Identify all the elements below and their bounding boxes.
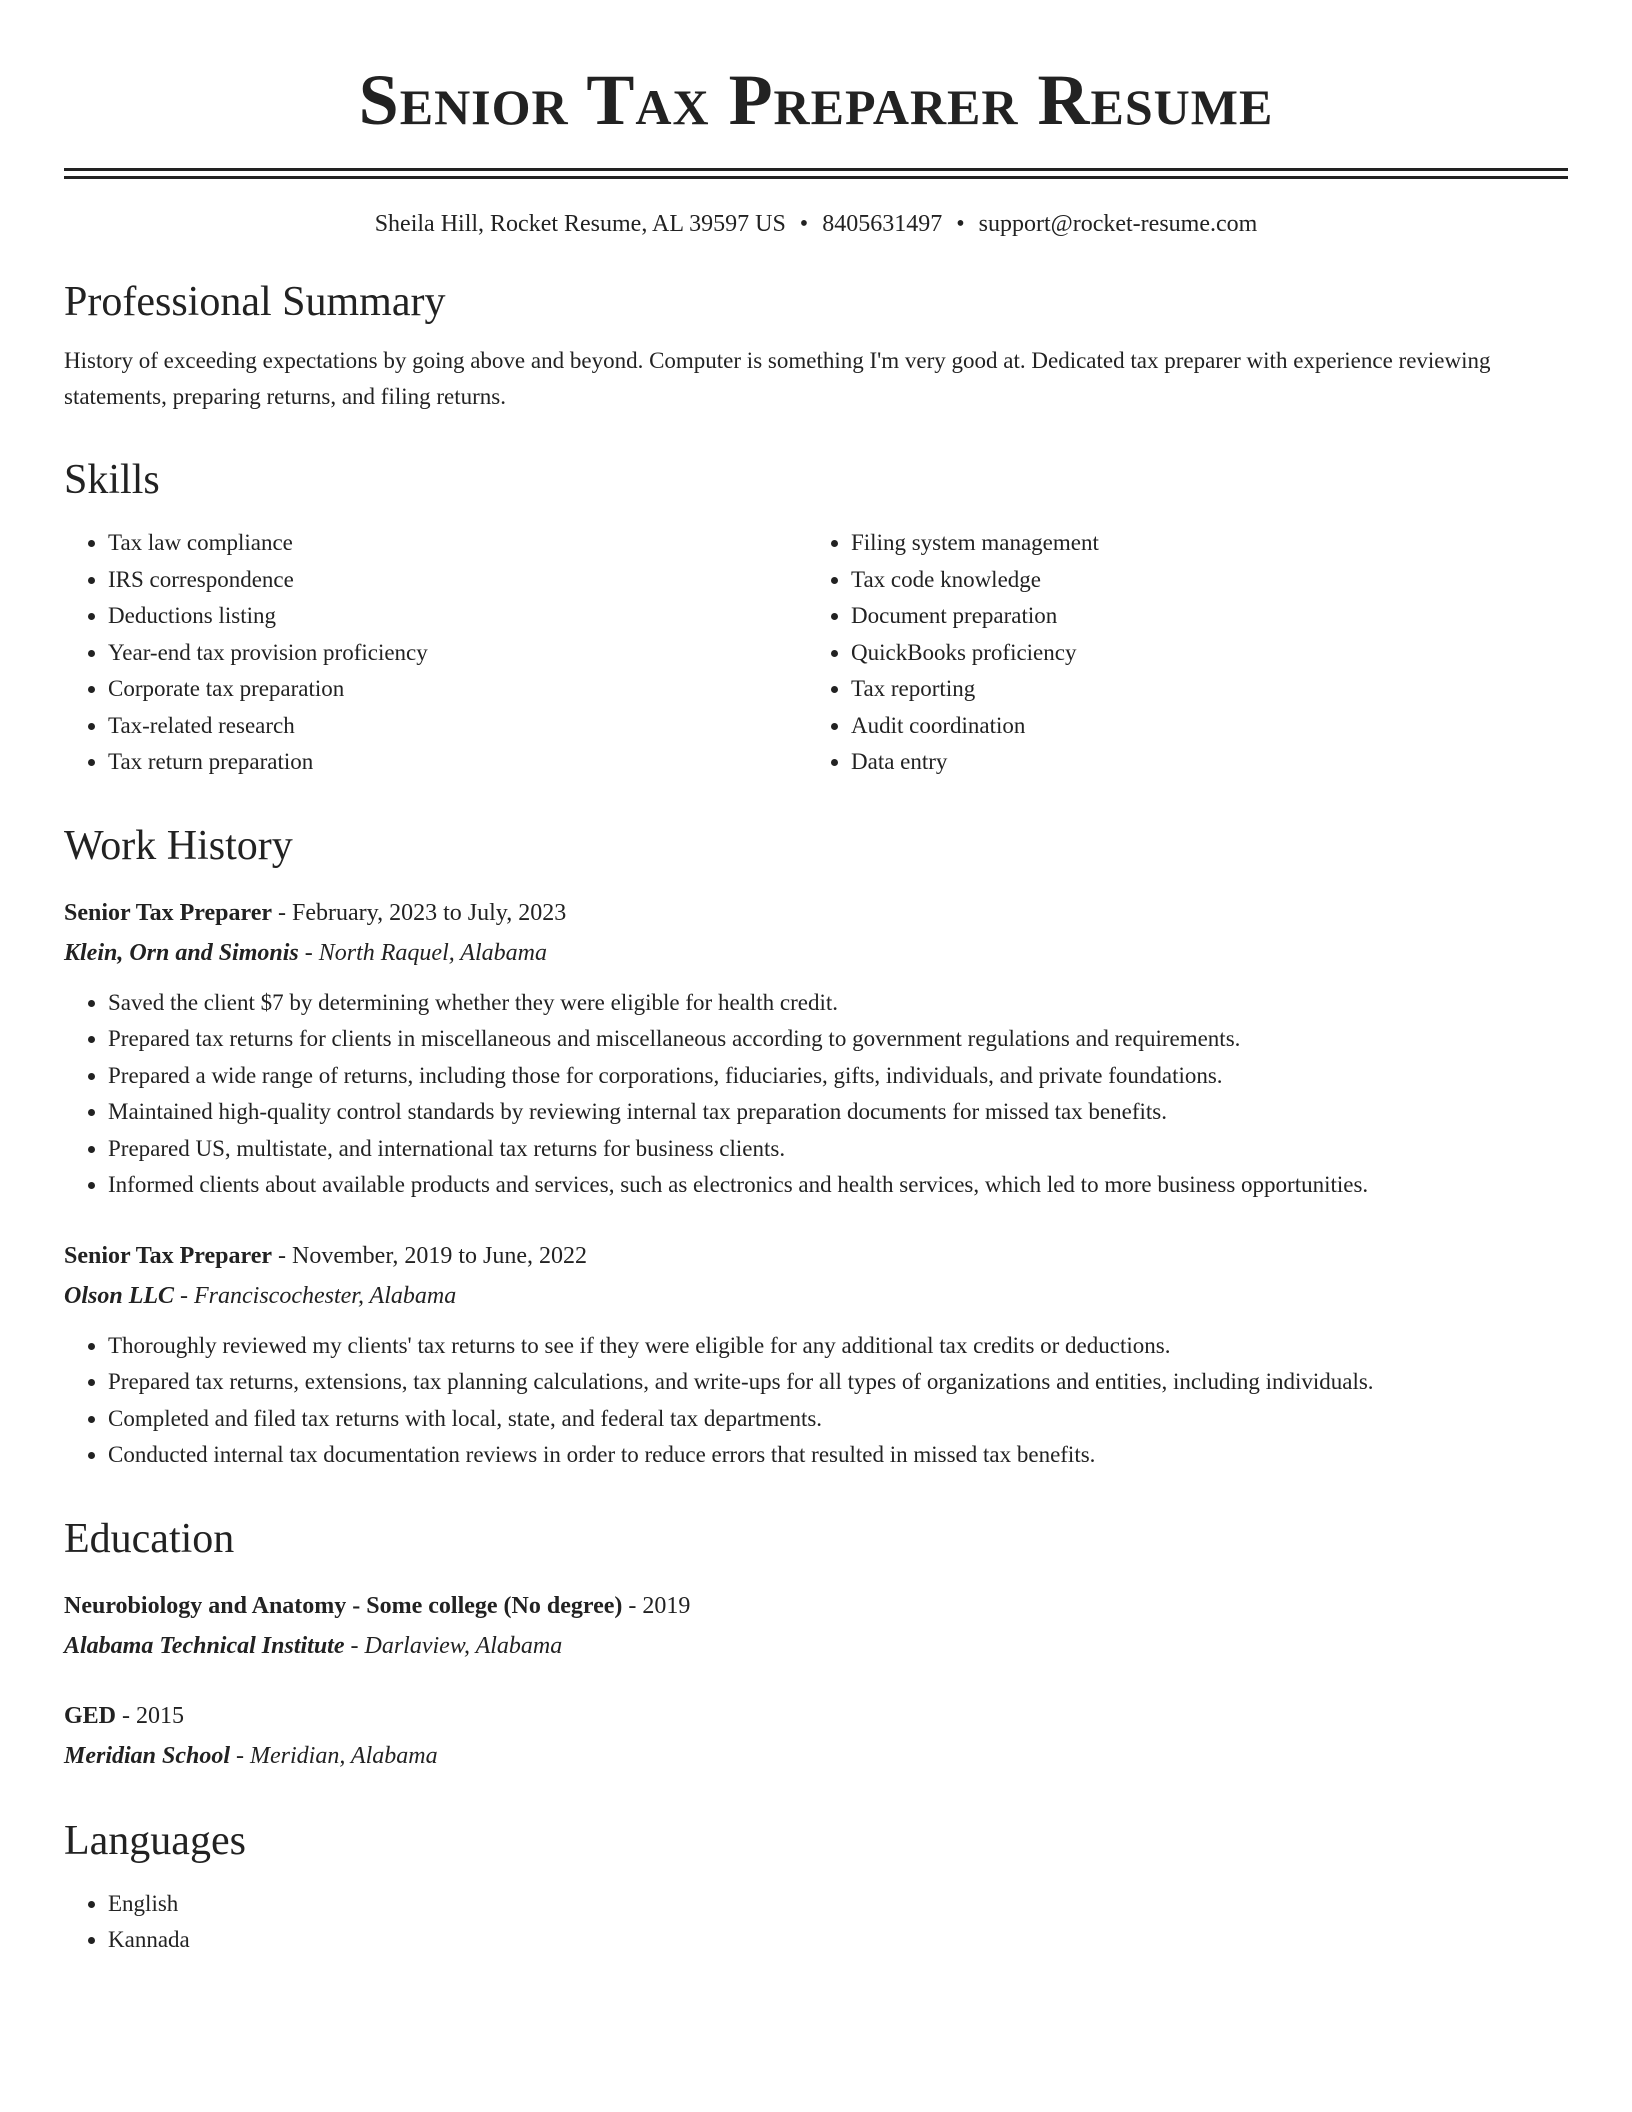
contact-separator: •	[799, 211, 809, 237]
degree-line	[64, 1696, 1568, 1736]
job-title-line	[64, 893, 1568, 933]
company-line	[64, 1276, 1568, 1316]
skills-column-left	[64, 525, 807, 781]
school-location: - Meridian, Alabama	[230, 1742, 438, 1769]
job-title-line	[64, 1236, 1568, 1276]
contact-line	[64, 207, 1568, 241]
skills-heading: Skills	[64, 457, 160, 503]
job-title: Senior Tax Preparer	[64, 899, 273, 926]
education-entry	[64, 1586, 1568, 1666]
skill-item: • Year-end tax provision proficiency	[108, 635, 807, 672]
skill-item: • Filing system management	[851, 525, 1550, 562]
languages-list	[64, 1886, 1568, 1959]
skill-item: • Audit coordination	[851, 708, 1550, 745]
school-location: - Darlaview, Alabama	[344, 1632, 563, 1659]
job-bullet: • Maintained high-quality control standards by reviewing internal tax preparation documents for missed tax benefits.	[108, 1094, 1568, 1131]
job-bullet: • Prepared tax returns, extensions, tax planning calculations, and write-ups for all types of organizations and entities, including individuals.	[108, 1364, 1568, 1401]
work-history-section	[64, 821, 1568, 1474]
school-line	[64, 1736, 1568, 1776]
job-bullet: • Completed and filed tax returns with local, state, and federal tax departments.	[108, 1401, 1568, 1438]
job-bullets	[64, 1328, 1568, 1474]
company-location: - Franciscochester, Alabama	[174, 1282, 457, 1309]
company-name: Klein, Orn and Simonis	[64, 939, 299, 966]
summary-section	[64, 277, 1568, 415]
skills-list-left	[64, 525, 807, 781]
education-section	[64, 1514, 1568, 1776]
skill-item: • IRS correspondence	[108, 562, 807, 599]
skills-section	[64, 455, 1568, 781]
skill-item: • Corporate tax preparation	[108, 671, 807, 708]
job-bullet: • Prepared US, multistate, and international tax returns for business clients.	[108, 1131, 1568, 1168]
job-entry	[64, 1236, 1568, 1474]
job-bullet: • Informed clients about available products and services, such as electronics and health services, which led to more business opportunities.	[108, 1167, 1568, 1204]
degree-year: - 2019	[622, 1592, 691, 1619]
skill-item: • Tax return preparation	[108, 744, 807, 781]
summary-text: History of exceeding expectations by going above and beyond. Computer is something I'm very good at. Dedicated tax preparer with experience reviewing statements, preparing returns, and filing returns.	[64, 348, 1491, 409]
company-name: Olson LLC	[64, 1282, 175, 1309]
company-location: - North Raquel, Alabama	[298, 939, 547, 966]
skill-item: • Data entry	[851, 744, 1550, 781]
job-bullet: • Prepared tax returns for clients in miscellaneous and miscellaneous according to government regulations and requirements.	[108, 1021, 1568, 1058]
skill-item: • Document preparation	[851, 598, 1550, 635]
degree-name: GED	[64, 1702, 117, 1729]
title-double-rule	[64, 168, 1568, 179]
contact-email: support@rocket-resume.com	[978, 211, 1258, 237]
job-title: Senior Tax Preparer	[64, 1242, 273, 1269]
degree-year: - 2015	[116, 1702, 185, 1729]
company-line	[64, 933, 1568, 973]
job-entry	[64, 893, 1568, 1204]
job-dates: - November, 2019 to June, 2022	[272, 1242, 588, 1269]
job-bullet: • Prepared a wide range of returns, including those for corporations, fiduciaries, gifts, individuals, and private foundations.	[108, 1058, 1568, 1095]
job-bullets	[64, 985, 1568, 1204]
work-history-heading: Work History	[64, 822, 293, 869]
school-name: Alabama Technical Institute	[64, 1632, 345, 1659]
languages-heading: Languages	[64, 1817, 246, 1864]
skill-item: • QuickBooks proficiency	[851, 635, 1550, 672]
skill-item: • Tax code knowledge	[851, 562, 1550, 599]
job-bullet: • Saved the client $7 by determining whether they were eligible for health credit.	[108, 985, 1568, 1022]
education-heading: Education	[64, 1515, 235, 1562]
contact-separator: •	[956, 211, 965, 237]
skill-item: • Tax-related research	[108, 708, 807, 745]
degree-line	[64, 1586, 1568, 1626]
job-dates: - February, 2023 to July, 2023	[272, 899, 567, 926]
degree-name: Neurobiology and Anatomy - Some college (No degree)	[64, 1592, 623, 1619]
resume-title: Senior Tax Preparer Resume	[358, 60, 1274, 140]
skill-item: • Tax reporting	[851, 671, 1550, 708]
contact-phone: 8405631497	[822, 211, 943, 237]
skills-columns	[64, 525, 1568, 781]
contact-address: Sheila Hill, Rocket Resume, AL 39597 US	[374, 211, 786, 237]
job-bullet: • Conducted internal tax documentation reviews in order to reduce errors that resulted in missed tax benefits.	[108, 1437, 1568, 1474]
job-bullet: • Thoroughly reviewed my clients' tax returns to see if they were eligible for any additional tax credits or deductions.	[108, 1328, 1568, 1365]
skills-column-right	[807, 525, 1550, 781]
language-item: • Kannada	[108, 1922, 1568, 1959]
school-name: Meridian School	[64, 1742, 231, 1769]
education-entry	[64, 1696, 1568, 1776]
summary-heading: Professional Summary	[64, 279, 446, 325]
language-item: • English	[108, 1886, 1568, 1923]
languages-section	[64, 1816, 1568, 1959]
school-line	[64, 1626, 1568, 1666]
skills-list-right	[807, 525, 1550, 781]
skill-item: • Deductions listing	[108, 598, 807, 635]
skill-item: • Tax law compliance	[108, 525, 807, 562]
